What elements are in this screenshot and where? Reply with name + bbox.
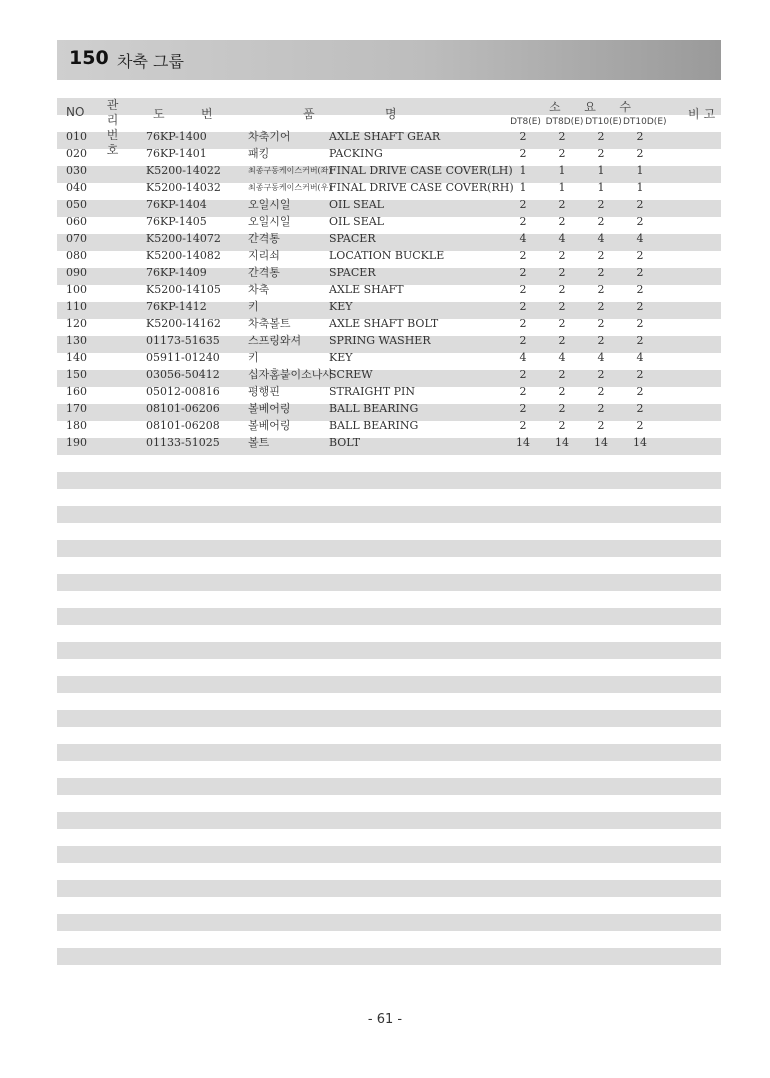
quantity-cell: 2 <box>597 283 605 296</box>
part-number: 76KP-1412 <box>146 300 207 313</box>
quantity-cell: 2 <box>519 300 527 313</box>
part-name-english: SPRING WASHER <box>329 334 431 347</box>
part-name-english: PACKING <box>329 147 383 160</box>
quantity-cell: 2 <box>519 198 527 211</box>
quantity-cell: 2 <box>519 368 527 381</box>
quantity-cell: 2 <box>519 283 527 296</box>
part-number: 76KP-1404 <box>146 198 207 211</box>
section-title-bar <box>57 40 721 80</box>
item-number: 170 <box>66 402 87 415</box>
table-row <box>0 145 770 162</box>
quantity-cell: 2 <box>636 368 644 381</box>
table-row <box>0 162 770 179</box>
part-number: 08101-06208 <box>146 419 220 432</box>
part-number: 01173-51635 <box>146 334 220 347</box>
part-name-english: OIL SEAL <box>329 215 384 228</box>
part-name-korean: 차축볼트 <box>248 317 291 330</box>
table-row <box>0 230 770 247</box>
quantity-cell: 4 <box>519 351 527 364</box>
table-row <box>0 349 770 366</box>
quantity-cell: 2 <box>519 147 527 160</box>
quantity-cell: 2 <box>597 266 605 279</box>
part-name-korean: 키 <box>248 300 259 313</box>
part-name-english: AXLE SHAFT GEAR <box>329 130 441 143</box>
quantity-cell: 2 <box>636 266 644 279</box>
quantity-cell: 2 <box>636 300 644 313</box>
table-row <box>0 298 770 315</box>
quantity-cell: 2 <box>636 334 644 347</box>
quantity-cell: 1 <box>519 181 527 194</box>
quantity-cell: 2 <box>636 215 644 228</box>
item-number: 010 <box>66 130 87 143</box>
quantity-cell: 2 <box>597 334 605 347</box>
part-name-korean: 지리쇠 <box>248 249 280 262</box>
quantity-cell: 2 <box>558 368 566 381</box>
quantity-cell: 2 <box>558 249 566 262</box>
quantity-cell: 2 <box>558 266 566 279</box>
table-row <box>0 247 770 264</box>
quantity-cell: 2 <box>558 385 566 398</box>
section-title: 차축 그룹 <box>117 52 184 71</box>
table-row <box>0 128 770 145</box>
quantity-cell: 2 <box>636 402 644 415</box>
part-name-korean: 오일시일 <box>248 198 291 211</box>
item-number: 020 <box>66 147 87 160</box>
quantity-cell: 2 <box>597 130 605 143</box>
part-name-english: BOLT <box>329 436 361 449</box>
quantity-cell: 1 <box>636 164 644 177</box>
quantity-cell: 2 <box>519 130 527 143</box>
part-name-korean: 차축 <box>248 283 270 296</box>
section-number: 150 <box>69 47 109 69</box>
item-number: 100 <box>66 283 87 296</box>
quantity-cell: 1 <box>636 181 644 194</box>
quantity-cell: 2 <box>597 385 605 398</box>
quantity-cell: 2 <box>519 385 527 398</box>
part-name-english: AXLE SHAFT BOLT <box>329 317 439 330</box>
quantity-cell: 2 <box>558 402 566 415</box>
part-name-korean: 최종구동케이스커버(우) <box>248 183 332 192</box>
quantity-cell: 2 <box>519 215 527 228</box>
item-number: 180 <box>66 419 87 432</box>
quantity-cell: 2 <box>636 198 644 211</box>
table-row <box>0 264 770 281</box>
part-name-korean: 십자홈붙이소나사 <box>248 368 334 381</box>
quantity-cell: 2 <box>636 249 644 262</box>
quantity-cell: 2 <box>636 130 644 143</box>
part-number: 05012-00816 <box>146 385 220 398</box>
part-number: K5200-14022 <box>146 164 221 177</box>
item-number: 120 <box>66 317 87 330</box>
quantity-cell: 2 <box>519 419 527 432</box>
quantity-cell: 2 <box>636 385 644 398</box>
part-name-english: KEY <box>329 351 353 364</box>
part-name-korean: 패킹 <box>248 147 270 160</box>
quantity-cell: 1 <box>519 164 527 177</box>
quantity-cell: 2 <box>597 198 605 211</box>
quantity-cell: 2 <box>597 249 605 262</box>
item-number: 060 <box>66 215 87 228</box>
quantity-cell: 2 <box>519 266 527 279</box>
table-row <box>0 332 770 349</box>
item-number: 080 <box>66 249 87 262</box>
part-number: 01133-51025 <box>146 436 220 449</box>
part-name-english: BALL BEARING <box>329 419 419 432</box>
quantity-cell: 2 <box>558 334 566 347</box>
part-name-english: AXLE SHAFT <box>329 283 404 296</box>
header-drawing: 도 <box>153 107 165 121</box>
part-name-korean: 키 <box>248 351 259 364</box>
part-name-korean: 볼베어링 <box>248 402 291 415</box>
item-number: 040 <box>66 181 87 194</box>
quantity-cell: 2 <box>597 317 605 330</box>
part-name-english: SPACER <box>329 232 376 245</box>
part-name-english: SPACER <box>329 266 376 279</box>
quantity-cell: 2 <box>597 147 605 160</box>
table-row <box>0 417 770 434</box>
part-number: K5200-14105 <box>146 283 221 296</box>
quantity-cell: 4 <box>636 232 644 245</box>
item-number: 160 <box>66 385 87 398</box>
part-number: 76KP-1400 <box>146 130 207 143</box>
item-number: 070 <box>66 232 87 245</box>
part-name-english: BALL BEARING <box>329 402 419 415</box>
table-row <box>0 179 770 196</box>
page-number: - 61 - <box>367 1012 403 1027</box>
part-number: 76KP-1405 <box>146 215 207 228</box>
quantity-cell: 4 <box>519 232 527 245</box>
quantity-cell: 1 <box>558 181 566 194</box>
part-number: K5200-14082 <box>146 249 221 262</box>
part-number: 08101-06206 <box>146 402 220 415</box>
header-item: 품 <box>303 107 315 121</box>
quantity-cell: 2 <box>597 215 605 228</box>
table-row <box>0 366 770 383</box>
quantity-cell: 2 <box>597 419 605 432</box>
header-number: 번 <box>201 107 213 121</box>
table-row <box>0 213 770 230</box>
part-name-korean: 평행핀 <box>248 385 280 398</box>
quantity-cell: 2 <box>558 130 566 143</box>
quantity-cell: 2 <box>519 334 527 347</box>
quantity-cell: 2 <box>519 249 527 262</box>
quantity-cell: 2 <box>558 300 566 313</box>
part-number: K5200-14162 <box>146 317 221 330</box>
part-number: K5200-14032 <box>146 181 221 194</box>
quantity-cell: 2 <box>636 147 644 160</box>
model-columns <box>506 117 667 127</box>
item-number: 140 <box>66 351 87 364</box>
part-number: 76KP-1401 <box>146 147 207 160</box>
model-label: DT10D(E) <box>623 117 667 127</box>
model-label: DT8D(E) <box>545 117 584 127</box>
item-number: 190 <box>66 436 87 449</box>
header-remarks: 비고 <box>688 107 720 121</box>
table-row <box>0 383 770 400</box>
item-number: 130 <box>66 334 87 347</box>
part-name-korean: 오일시일 <box>248 215 291 228</box>
quantity-cell: 14 <box>516 436 530 449</box>
item-number: 110 <box>66 300 87 313</box>
quantity-cell: 4 <box>597 351 605 364</box>
header-no: NO <box>66 105 85 119</box>
quantity-cell: 1 <box>597 164 605 177</box>
model-label: DT10(E) <box>585 117 622 127</box>
header-qty-char: 수 <box>619 100 631 114</box>
quantity-cell: 2 <box>558 283 566 296</box>
part-name-english: FINAL DRIVE CASE COVER(LH) <box>329 164 513 177</box>
quantity-cell: 2 <box>519 317 527 330</box>
quantity-cell: 1 <box>597 181 605 194</box>
quantity-cell: 2 <box>558 215 566 228</box>
item-number: 150 <box>66 368 87 381</box>
part-name-korean: 차축기어 <box>248 130 291 143</box>
quantity-cell: 1 <box>558 164 566 177</box>
header-name: 명 <box>385 107 397 121</box>
quantity-cell: 2 <box>558 147 566 160</box>
quantity-cell: 14 <box>555 436 569 449</box>
part-name-english: KEY <box>329 300 353 313</box>
part-number: 03056-50412 <box>146 368 220 381</box>
model-label: DT8(E) <box>510 117 541 127</box>
part-name-english: LOCATION BUCKLE <box>329 249 445 262</box>
table-row <box>0 281 770 298</box>
header-mgmt-text: 관리 번호 <box>106 98 122 157</box>
quantity-cell: 2 <box>597 300 605 313</box>
part-name-korean: 스프링와셔 <box>248 334 302 347</box>
quantity-cell: 14 <box>633 436 647 449</box>
table-row <box>0 196 770 213</box>
table-row <box>0 400 770 417</box>
quantity-cell: 2 <box>597 402 605 415</box>
table-row <box>0 315 770 332</box>
part-number: 05911-01240 <box>146 351 220 364</box>
part-number: K5200-14072 <box>146 232 221 245</box>
part-name-english: SCREW <box>329 368 373 381</box>
part-name-english: OIL SEAL <box>329 198 384 211</box>
quantity-cell: 2 <box>636 317 644 330</box>
quantity-cell: 2 <box>636 419 644 432</box>
part-name-english: STRAIGHT PIN <box>329 385 416 398</box>
quantity-cell: 2 <box>597 368 605 381</box>
quantity-cell: 4 <box>558 232 566 245</box>
header-qty-char: 소 <box>549 100 561 114</box>
item-number: 030 <box>66 164 87 177</box>
quantity-cell: 2 <box>519 402 527 415</box>
header-qty-char: 요 <box>584 100 596 114</box>
part-name-korean: 간격통 <box>248 232 280 245</box>
quantity-cell: 14 <box>594 436 608 449</box>
table-row <box>0 434 770 451</box>
part-name-english: FINAL DRIVE CASE COVER(RH) <box>329 181 514 194</box>
part-number: 76KP-1409 <box>146 266 207 279</box>
quantity-cell: 2 <box>558 317 566 330</box>
quantity-cell: 4 <box>636 351 644 364</box>
item-number: 090 <box>66 266 87 279</box>
quantity-cell: 2 <box>636 283 644 296</box>
quantity-cell: 4 <box>597 232 605 245</box>
part-name-korean: 간격통 <box>248 266 280 279</box>
part-name-korean: 최종구동케이스커버(좌) <box>248 166 332 175</box>
part-name-korean: 볼베어링 <box>248 419 291 432</box>
quantity-cell: 2 <box>558 198 566 211</box>
quantity-cell: 2 <box>558 419 566 432</box>
header-quantity <box>549 98 631 115</box>
quantity-cell: 4 <box>558 351 566 364</box>
part-name-korean: 볼트 <box>248 436 270 449</box>
item-number: 050 <box>66 198 87 211</box>
